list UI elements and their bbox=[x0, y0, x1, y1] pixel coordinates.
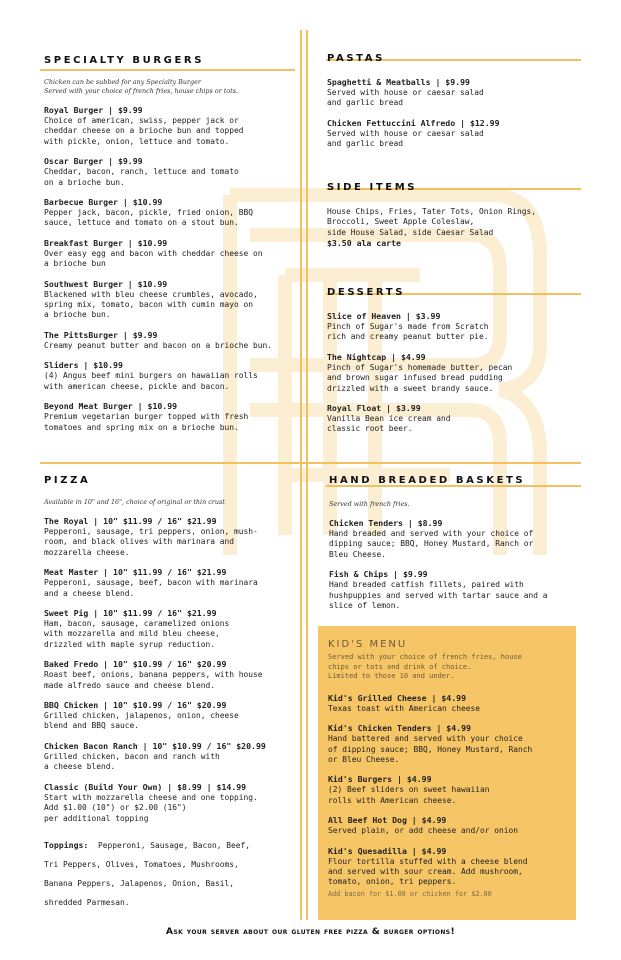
item-desc: Hand battered and served with your choice of dipping sauce; BBQ, Honey Mustard, Ranch or Bleu Cheese. bbox=[328, 734, 533, 764]
item-desc: Texas toast with American cheese bbox=[328, 703, 481, 713]
menu-item bbox=[327, 352, 582, 394]
menu-item bbox=[44, 741, 299, 773]
menu-item bbox=[44, 238, 299, 270]
item-desc: (4) Angus beef mini burgers on hawaiian rolls with american cheese, pickle and bacon. bbox=[44, 371, 258, 391]
menu-item bbox=[44, 279, 299, 321]
item-name: Kid's Grilled Cheese | $4.99 bbox=[328, 692, 467, 703]
item-desc: Grilled chicken, jalapenos, onion, cheese blend and BBQ sauce. bbox=[44, 711, 239, 731]
item-desc: Roast beef, onions, banana peppers, with house made alfredo sauce and cheese blend. bbox=[44, 670, 263, 690]
item-desc: Pepperoni, Sausage, Bacon, Beef, Tri Peppers, Olives, Tomatoes, Mushrooms, Banana Peppers, Jalapenos, Onion, Basil, shredded Parmesan. bbox=[44, 840, 251, 907]
section-note: Chicken can be subbed for any Specialty Burger Served with your choice of french fries, house chips or tots. bbox=[44, 78, 239, 95]
item-name: BBQ Chicken | 10" $10.99 / 16" $20.99 bbox=[44, 700, 227, 711]
section-title: DESSERTS bbox=[327, 287, 405, 298]
menu-item bbox=[44, 197, 299, 229]
center-divider-2 bbox=[306, 30, 308, 920]
item-name: The PittsBurger | $9.99 bbox=[44, 329, 158, 340]
item-desc: Pinch of Sugar's made from Scratch rich and creamy peanut butter pie. bbox=[327, 322, 489, 342]
item-name: Breakfast Burger | $10.99 bbox=[44, 237, 168, 248]
section-title: KID'S MENU bbox=[328, 639, 408, 650]
section-note: Served with your choice of french fries, house chips or tots and drink of choice. Limited to those 10 and under. bbox=[328, 653, 522, 681]
item-desc: Hand breaded catfish fillets, paired with hushpuppies and served with tartar sauce and a slice of lemon. bbox=[329, 580, 548, 611]
item-name: Beyond Meat Burger | $10.99 bbox=[44, 401, 178, 412]
menu-item bbox=[327, 77, 582, 109]
menu-item bbox=[327, 403, 582, 435]
center-divider-1 bbox=[300, 30, 302, 920]
item-name: The Nightcap | $4.99 bbox=[327, 351, 426, 362]
menu-item bbox=[329, 569, 584, 611]
item-desc: Pepper jack, bacon, pickle, fried onion, BBQ sauce, lettuce and tomato on a stout bun. bbox=[44, 208, 254, 228]
specialty-burgers-section bbox=[44, 55, 299, 442]
menu-item bbox=[44, 156, 299, 188]
menu-item bbox=[44, 105, 299, 147]
menu-item bbox=[44, 659, 299, 691]
item-desc: Pepperoni, sausage, beef, bacon with marinara and a cheese blend. bbox=[44, 578, 258, 598]
section-title: HAND BREADED BASKETS bbox=[329, 475, 526, 486]
gluten-free-footer: Ask your server about our gluten free pizza & burger options! bbox=[165, 926, 456, 937]
item-desc: Grilled chicken, bacon and ranch with a cheese blend. bbox=[44, 751, 220, 772]
item-desc: Cheddar, bacon, ranch, lettuce and tomato on a brioche bun. bbox=[44, 167, 239, 187]
pastas-section bbox=[327, 53, 582, 159]
item-name: Sweet Pig | 10" $11.99 / 16" $21.99 bbox=[44, 608, 217, 619]
menu-item bbox=[328, 846, 566, 888]
kids-menu-box bbox=[318, 626, 576, 920]
item-desc: Vanilla Bean ice cream and classic root beer. bbox=[327, 414, 451, 434]
item-desc: Hand breaded and served with your choice of dipping sauce; BBQ, Honey Mustard, Ranch or Bleu Cheese. bbox=[329, 529, 534, 559]
item-desc: Creamy peanut butter and bacon on a brioche bun. bbox=[44, 340, 273, 350]
section-note: Served with french fries. bbox=[329, 500, 410, 508]
item-desc: Ham, bacon, sausage, caramelized onions with mozzarella and mild bleu cheese, drizzled with maple syrup reduction. bbox=[44, 619, 230, 649]
item-name: Royal Float | $3.99 bbox=[327, 403, 421, 414]
item-name: Chicken Fettuccini Alfredo | $12.99 bbox=[327, 117, 500, 128]
section-title: PIZZA bbox=[44, 475, 91, 486]
item-desc: Pinch of Sugar's homemade butter, pecan and brown sugar infused bread pudding drizzled with a sweet brandy sauce. bbox=[327, 362, 513, 393]
section-title: SPECIALTY BURGERS bbox=[44, 55, 205, 66]
menu-item bbox=[44, 700, 299, 732]
item-name: Baked Fredo | 10" $10.99 / 16" $20.99 bbox=[44, 659, 227, 670]
item-name: Fish & Chips | $9.99 bbox=[329, 569, 428, 580]
item-desc: Choice of american, swiss, pepper jack or cheddar cheese on a brioche bun and topped with pickle, onion, lettuce and tomato. bbox=[44, 116, 244, 146]
item-desc: Blackened with bleu cheese crumbles, avocado, spring mix, tomato, bacon with cumin mayo on a brioche bun. bbox=[44, 289, 258, 320]
item-name: Slice of Heaven | $3.99 bbox=[327, 311, 441, 321]
kids-addon-note: Add bacon for $1.00 or chicken for $2.00 bbox=[328, 889, 492, 898]
side-items-section bbox=[327, 182, 582, 249]
menu-item bbox=[44, 782, 299, 824]
menu-item bbox=[44, 401, 299, 433]
item-name: All Beef Hot Dog | $4.99 bbox=[328, 815, 447, 826]
desserts-section bbox=[327, 287, 582, 444]
menu-item bbox=[328, 693, 566, 714]
pizza-section bbox=[44, 475, 299, 918]
menu-item bbox=[328, 723, 566, 765]
menu-item bbox=[328, 815, 566, 836]
menu-item bbox=[44, 608, 299, 650]
side-items-price: $3.50 ala carte bbox=[327, 238, 401, 249]
item-desc: Served with house or caesar salad and garlic bread bbox=[327, 88, 484, 108]
item-name: Kid's Chicken Tenders | $4.99 bbox=[328, 723, 471, 734]
menu-item bbox=[327, 118, 582, 150]
item-desc: Premium vegetarian burger topped with fresh tomatoes and spring mix on a brioche bun. bbox=[44, 412, 249, 432]
item-name: Kid's Burgers | $4.99 bbox=[328, 774, 432, 785]
item-name: Classic (Build Your Own) | $8.99 | $14.99 bbox=[44, 781, 247, 792]
item-desc: Over easy egg and bacon with cheddar cheese on a brioche bun bbox=[44, 248, 263, 269]
menu-item bbox=[44, 360, 299, 392]
item-name: Barbecue Burger | $10.99 bbox=[44, 197, 163, 208]
rule-baskets-top bbox=[300, 462, 581, 464]
item-name: Toppings: bbox=[44, 839, 89, 850]
toppings-list bbox=[44, 833, 299, 909]
item-name: The Royal | 10" $11.99 / 16" $21.99 bbox=[44, 516, 217, 526]
baskets-section bbox=[329, 475, 584, 620]
menu-item bbox=[328, 774, 566, 806]
section-title: SIDE ITEMS bbox=[327, 182, 418, 193]
item-name: Spaghetti & Meatballs | $9.99 bbox=[327, 77, 470, 87]
menu-item bbox=[44, 567, 299, 599]
item-name: Southwest Burger | $10.99 bbox=[44, 278, 168, 289]
rule-pizza-top bbox=[40, 462, 304, 464]
section-note: Available in 10" and 16", choice of original or thin crust bbox=[44, 498, 225, 506]
item-name: Oscar Burger | $9.99 bbox=[44, 156, 143, 167]
item-name: Meat Master | 10" $11.99 / 16" $21.99 bbox=[44, 567, 227, 578]
item-name: Chicken Tenders | $8.99 bbox=[329, 518, 443, 528]
item-name: Chicken Bacon Ranch | 10" $10.99 / 16" $20.99 bbox=[44, 740, 266, 751]
section-title: PASTAS bbox=[327, 53, 385, 64]
item-desc: Served with house or caesar salad and garlic bread bbox=[327, 128, 484, 149]
item-name: Kid's Quesadilla | $4.99 bbox=[328, 845, 447, 856]
item-desc: Flour tortilla stuffed with a cheese blend and served with sour cream. Add mushroom, tomato, onion, tri peppers. bbox=[328, 856, 528, 887]
item-name: Royal Burger | $9.99 bbox=[44, 105, 143, 115]
item-desc: Served plain, or add cheese and/or onion bbox=[328, 826, 519, 836]
menu-item bbox=[329, 518, 584, 560]
item-desc: Pepperoni, sausage, tri peppers, onion, mush- room, and black olives with marinara and mozzarella cheese. bbox=[44, 527, 258, 557]
menu-item bbox=[44, 516, 299, 558]
side-items-list: House Chips, Fries, Tater Tots, Onion Rings, Broccoli, Sweet Apple Coleslaw, side House Salad, side Caesar Salad bbox=[327, 207, 537, 237]
menu-item bbox=[44, 330, 299, 351]
menu-item bbox=[327, 311, 582, 343]
item-desc: Start with mozzarella cheese and one topping. Add $1.00 (10") or $2.00 (16") per additional topping bbox=[44, 792, 258, 823]
item-desc: (2) Beef sliders on sweet hawaiian rolls with American cheese. bbox=[328, 785, 490, 805]
item-name: Sliders | $10.99 bbox=[44, 360, 123, 371]
